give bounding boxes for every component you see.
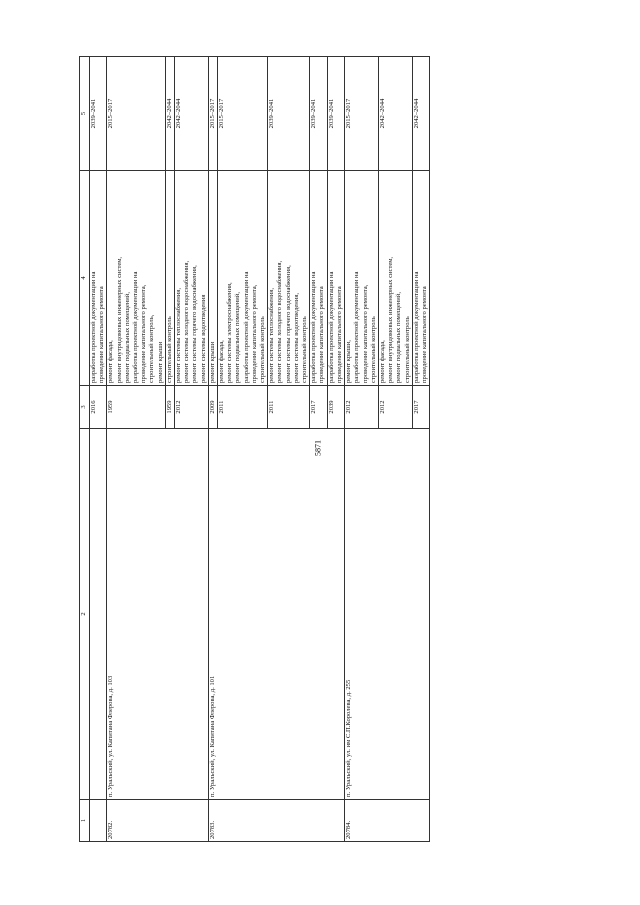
year-cell: 2011 [268,386,310,429]
period-cell: 2039–2041 [268,57,310,171]
period-cell: 2015–2017 [218,57,268,171]
work-type-cell [218,171,268,386]
work-line: ремонт крыши [156,341,164,383]
work-line: разработка проектной документации на [310,271,318,383]
work-line: ремонт крыши, [345,340,353,383]
work-line: ремонт фасада, [107,340,115,383]
work-line: разработка проектной документации на [327,271,335,383]
work-type-cell [268,171,310,386]
year-cell: 2017 [412,386,429,429]
work-line: разработка проектной документации на [132,271,140,383]
work-line: ремонт системы холодного водоснабжения, [183,260,191,383]
work-line: ремонт подвальных помещений, [395,292,403,383]
work-type-cell [165,171,174,386]
repair-schedule-table [79,56,430,842]
year-cell: 2012 [345,386,379,429]
table-row [90,57,107,842]
year-cell: 2016 [90,386,107,429]
work-line: ремонт внутридомовых инженерных систем, [115,256,123,383]
column-header-5: 5 [80,57,90,171]
period-cell: 2015–2017 [345,57,379,171]
work-type-cell [310,171,327,386]
period-cell: 2042–2044 [378,57,412,171]
work-line: ремонт системы горячего водоснабжения, [284,265,292,383]
year-cell: 2017 [310,386,327,429]
work-line: проведение капитального ремонта, [140,284,148,383]
year-cell: 2039 [327,386,344,429]
period-cell: 2015–2017 [107,57,165,171]
period-cell: 2039–2041 [310,57,327,171]
work-type-cell [175,171,209,386]
work-line: проведение капитального ремонта, [361,284,369,383]
year-cell: 2011 [218,386,268,429]
year-cell: 2012 [175,386,209,429]
work-line: ремонт подвальных помещений, [123,292,131,383]
work-line: ремонт системы теплоснабжения, [175,288,183,383]
address-cell [90,429,107,800]
work-line: ремонт подвальных помещений, [234,292,242,383]
work-line: ремонт внутридомовых инженерных систем, [387,256,395,383]
row-number-cell: 20783. [208,800,344,842]
work-type-cell [107,171,165,386]
address-cell: п. Уральский, ул. им С.П.Королева, д. 255 [345,429,430,800]
column-header-1: 1 [80,800,90,842]
work-line: строительный контроль [301,316,309,383]
table-row [107,57,165,842]
column-header-4: 4 [80,171,90,386]
work-line: ремонт системы электроснабжения, [226,282,234,383]
table-row [345,57,379,842]
work-line: разработка проектной документации на [90,271,97,383]
work-line: строительный контроль, [148,314,156,383]
year-cell: 2009 [208,386,217,429]
work-line: ремонт фасада, [378,340,386,383]
work-line: ремонт системы горячего водоснабжения, [191,265,199,383]
work-line: строительный контроль [369,316,377,383]
work-line: разработка проектной документации на [353,271,361,383]
work-line: ремонт системы теплоснабжения, [268,288,276,383]
year-cell: 2012 [378,386,412,429]
period-cell: 2015–2017 [208,57,217,171]
work-line: разработка проектной документации на [412,271,420,383]
period-cell: 2039–2041 [90,57,107,171]
work-line: разработка проектной документации на [242,271,250,383]
period-cell: 2042–2044 [165,57,174,171]
period-cell: 2042–2044 [175,57,209,171]
address-cell: п. Уральский, ул. Капитана Флерова, д. 103 [107,429,208,800]
table-body [90,57,430,842]
column-header-2: 2 [80,429,90,800]
work-line: проведение капитального ремонта [335,286,343,383]
work-line: ремонт системы водоотведения, [292,292,300,383]
work-type-cell [378,171,412,386]
work-line: проведение капитального ремонта, [250,284,258,383]
page-number: 5871 [313,440,323,456]
work-line: ремонт системы холодного водоснабжения, [276,260,284,383]
rotated-table-container [79,82,575,842]
year-cell: 1959 [107,386,165,429]
work-type-cell [345,171,379,386]
period-cell: 2042–2044 [412,57,429,171]
work-type-cell [412,171,429,386]
row-number-cell: 20784. [345,800,430,842]
work-line: ремонт системы водоотведения [199,294,207,383]
work-line: проведение капитального ремонта [318,286,326,383]
row-number-cell [90,800,107,842]
row-number-cell: 20782. [107,800,208,842]
work-type-cell [208,171,217,386]
work-line: строительный контроль [165,316,173,383]
work-line: проведение капитального ремонта [98,286,106,383]
work-line: строительный контроль [403,316,411,383]
period-cell: 2039–2041 [327,57,344,171]
work-line: ремонт фасада, [218,340,226,383]
table-header-row [80,57,90,842]
work-type-cell [327,171,344,386]
work-line: проведение капитального ремонта [420,286,428,383]
work-type-cell [90,171,107,386]
table-row [208,57,217,842]
work-line: строительный контроль [259,316,267,383]
address-cell: п. Уральский, ул. Капитана Флерова, д. 101 [208,429,344,800]
year-cell: 1959 [165,386,174,429]
column-header-3: 3 [80,386,90,429]
work-line: ремонт крыши [208,341,216,383]
